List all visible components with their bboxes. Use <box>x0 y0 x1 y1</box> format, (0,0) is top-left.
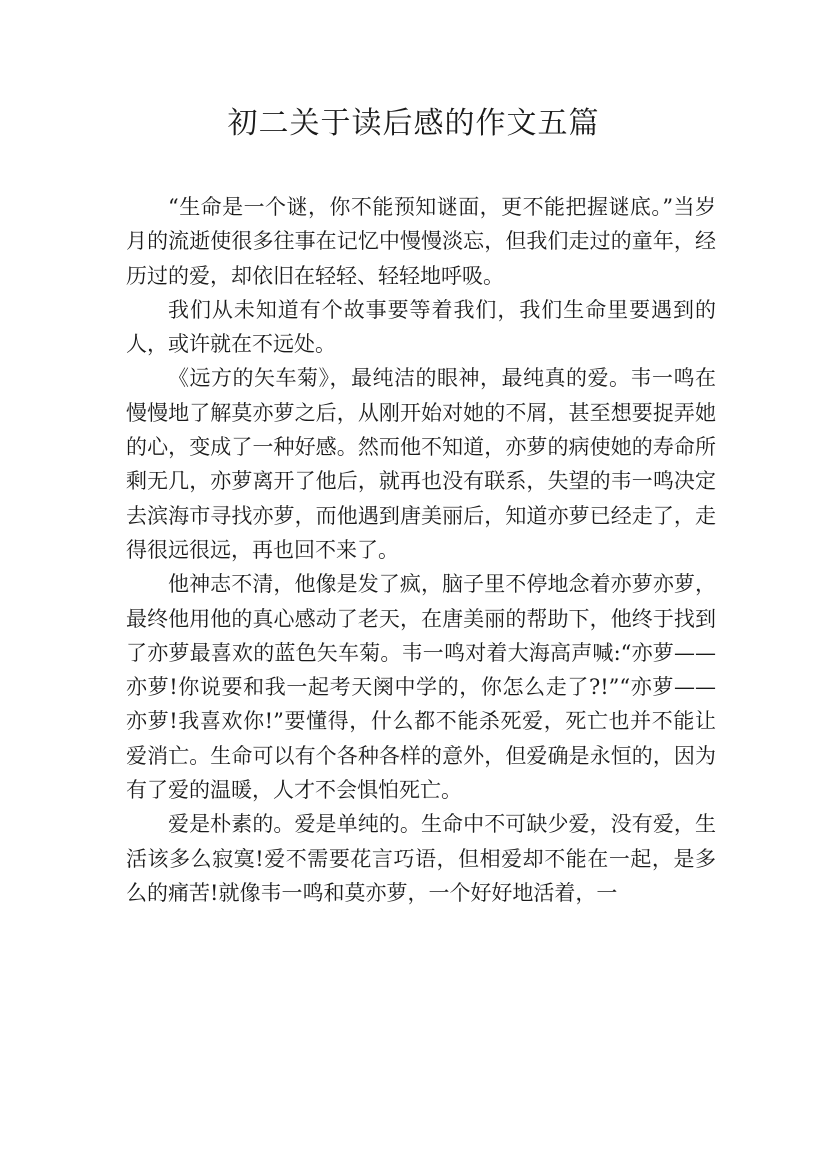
document-title: 初二关于读后感的作文五篇 <box>227 106 600 141</box>
paragraph-2: 我们从未知道有个故事要等着我们，我们生命里要遇到的人，或许就在不远处。 <box>126 297 716 357</box>
paragraph-5: 爱是朴素的。爱是单纯的。生命中不可缺少爱，没有爱，生活该多么寂寞!爱不需要花言巧语，但相爱却不能在一起，是多么的痛苦!就像韦一鸣和莫亦萝，一个好好地活着，一 <box>126 812 716 905</box>
paragraph-4: 他神志不清，他像是发了疯，脑子里不停地念着亦萝亦萝，最终他用他的真心感动了老天，在唐美丽的帮助下，他终于找到了亦萝最喜欢的蓝色矢车菊。韦一鸣对着大海高声喊:“亦萝——亦萝!你说要和我一起考天阕中学的，你怎么走了?!”“亦萝——亦萝!我喜欢你!”要懂得，什么都不能杀死爱，死亡也并不能让爱消亡。生命可以有个各种各样的意外，但爱确是永恒的，因为有了爱的温暖，人才不会惧怕死亡。 <box>126 572 716 803</box>
paragraph-1: “生命是一个谜，你不能预知谜面，更不能把握谜底。”当岁月的流逝使很多往事在记忆中慢慢淡忘，但我们走过的童年，经历过的爱，却依旧在轻轻、轻轻地呼吸。 <box>126 195 716 288</box>
document-body <box>126 190 716 910</box>
paragraph-3: 《远方的矢车菊》，最纯洁的眼神，最纯真的爱。韦一鸣在慢慢地了解莫亦萝之后，从刚开始对她的不屑，甚至想要捉弄她的心，变成了一种好感。然而他不知道，亦萝的病使她的寿命所剩无几，亦萝离开了他后，就再也没有联系，失望的韦一鸣决定去滨海市寻找亦萝，而他遇到唐美丽后，知道亦萝已经走了，走得很远很远，再也回不来了。 <box>126 366 716 562</box>
